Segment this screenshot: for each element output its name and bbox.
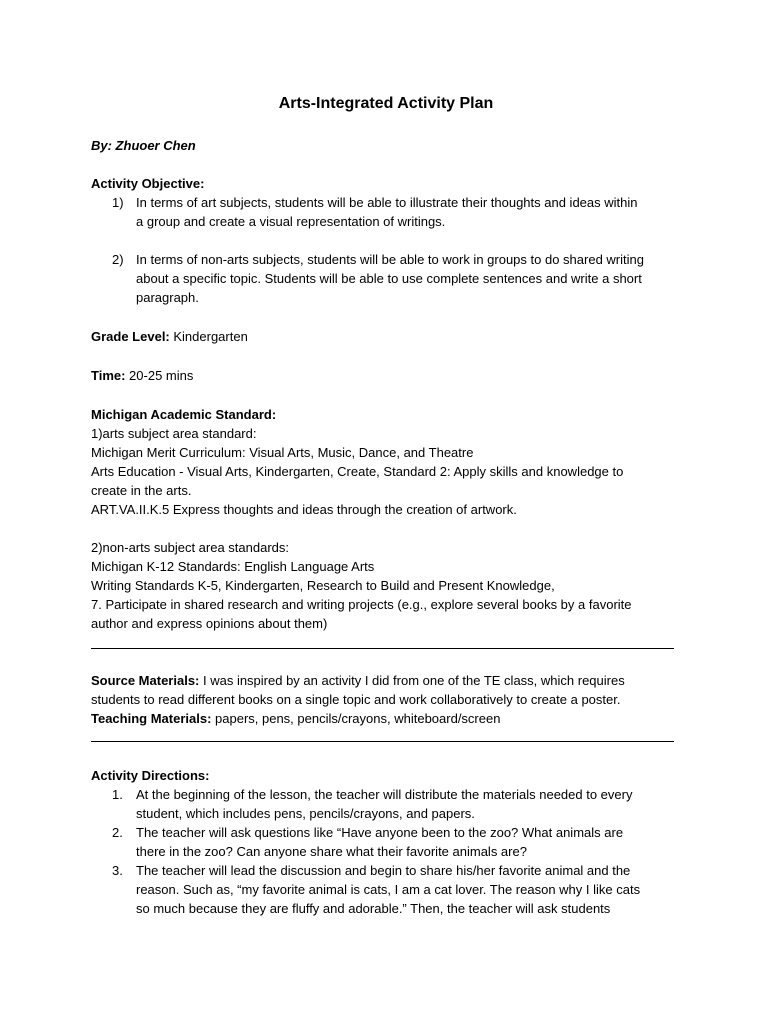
direction-item-number: 3.	[112, 863, 123, 878]
source-materials-text: I was inspired by an activity I did from one of the TE class, which requires	[199, 673, 625, 688]
standard-heading: Michigan Academic Standard:	[91, 407, 277, 422]
direction-item-line: The teacher will ask questions like “Have anyone been to the zoo? What animals are	[136, 825, 624, 840]
objective-item	[91, 193, 681, 231]
source-materials-label: Source Materials:	[91, 673, 200, 688]
source-materials-text: students to read different books on a single topic and work collaboratively to create a poster.	[91, 692, 621, 707]
horizontal-rule	[91, 648, 674, 649]
objective-heading: Activity Objective:	[91, 176, 205, 191]
document-title: Arts-Integrated Activity Plan	[278, 95, 494, 112]
standard-line: 7. Participate in shared research and writing projects (e.g., explore several books by a favorite	[91, 597, 632, 612]
standard-line: 1)arts subject area standard:	[91, 426, 257, 441]
objective-item-number: 2)	[112, 252, 124, 267]
objective-item-line: In terms of art subjects, students will be able to illustrate their thoughts and ideas within	[136, 195, 638, 210]
direction-item-line: there in the zoo? Can anyone share what their favorite animals are?	[136, 844, 527, 859]
direction-item	[91, 861, 681, 918]
author-line	[91, 136, 681, 155]
objective-item-line: In terms of non-arts subjects, students will be able to work in groups to do shared writing	[136, 252, 644, 267]
standard-line: Writing Standards K-5, Kindergarten, Research to Build and Present Knowledge,	[91, 578, 555, 593]
direction-item	[91, 785, 681, 823]
direction-item-line: At the beginning of the lesson, the teacher will distribute the materials needed to every	[136, 787, 633, 802]
author-name: By: Zhuoer Chen	[91, 138, 196, 153]
standard-line: Michigan Merit Curriculum: Visual Arts, Music, Dance, and Theatre	[91, 445, 474, 460]
horizontal-rule	[91, 741, 674, 742]
standard-line: ART.VA.II.K.5 Express thoughts and ideas through the creation of artwork.	[91, 502, 517, 517]
direction-item-number: 2.	[112, 825, 123, 840]
grade-level-label: Grade Level:	[91, 329, 170, 344]
teaching-materials-label: Teaching Materials:	[91, 711, 212, 726]
direction-item-number: 1.	[112, 787, 123, 802]
standard-line: author and express opinions about them)	[91, 616, 328, 631]
standard-section	[91, 405, 681, 633]
objective-item-line: a group and create a visual representation of writings.	[136, 214, 446, 229]
directions-section	[91, 766, 681, 918]
direction-item-line: The teacher will lead the discussion and begin to share his/her favorite animal and the	[136, 863, 631, 878]
objective-section	[91, 174, 681, 307]
grade-level-value: Kindergarten	[169, 329, 248, 344]
teaching-materials-value: papers, pens, pencils/crayons, whiteboard/screen	[211, 711, 501, 726]
objective-item	[91, 250, 681, 307]
objective-item-number: 1)	[112, 195, 124, 210]
time-label: Time:	[91, 368, 126, 383]
directions-heading: Activity Directions:	[91, 768, 210, 783]
grade-level-line	[91, 327, 681, 346]
time-line	[91, 366, 681, 385]
standard-line: 2)non-arts subject area standards:	[91, 540, 289, 555]
materials-section	[91, 671, 681, 728]
objective-item-line: about a specific topic. Students will be able to use complete sentences and write a short	[136, 271, 642, 286]
objective-item-line: paragraph.	[136, 290, 199, 305]
direction-item-line: so much because they are fluffy and adorable.” Then, the teacher will ask students	[136, 901, 611, 916]
direction-item	[91, 823, 681, 861]
direction-item-line: reason. Such as, “my favorite animal is cats, I am a cat lover. The reason why I like cats	[136, 882, 641, 897]
standard-line: Arts Education - Visual Arts, Kindergarten, Create, Standard 2: Apply skills and knowledge to	[91, 464, 624, 479]
direction-item-line: student, which includes pens, pencils/crayons, and papers.	[136, 806, 475, 821]
time-value: 20-25 mins	[125, 368, 194, 383]
standard-line: Michigan K-12 Standards: English Language Arts	[91, 559, 375, 574]
standard-line: create in the arts.	[91, 483, 192, 498]
